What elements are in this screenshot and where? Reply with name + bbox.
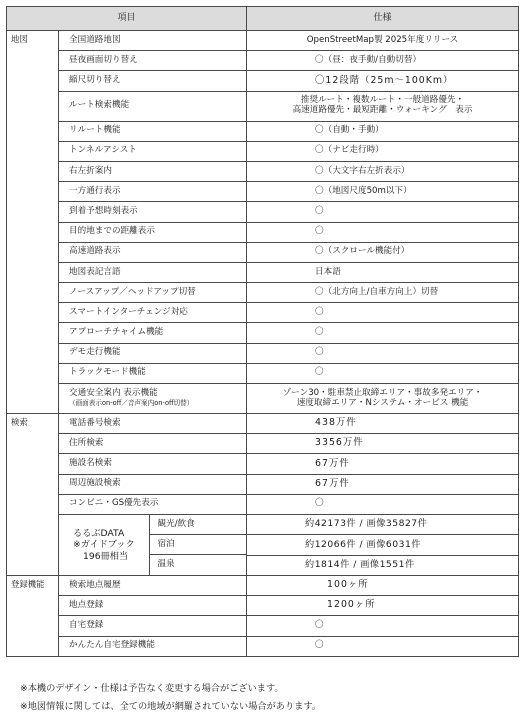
row-spec: 〇（昼：夜手動/自動切替） [247,51,519,71]
table-row [7,434,519,454]
table-row [7,202,519,222]
row-spec: 1200ヶ所 [247,596,519,616]
row-spec: 日本語 [247,262,519,282]
table-row [7,414,519,434]
header-item: 項目 [7,7,247,31]
table-row [7,636,519,656]
row-item: 到着予想時刻表示 [59,202,247,222]
spec-line-1: 推奨ルート・複数ルート・一般道路優先・ [300,95,465,106]
row-item: ルート検索機能 [59,91,247,121]
row-spec: 100ヶ所 [247,575,519,595]
row-item: 電話番号検索 [59,414,247,434]
row-item: 昼夜画面切り替え [59,51,247,71]
table-row [7,474,519,494]
row-spec: 〇（北方向上/自車方向上）切替 [247,283,519,303]
row-spec: 〇 [247,303,519,323]
row-spec: 約12066件 / 画像6031件 [247,535,519,555]
row-spec: 67万件 [247,454,519,474]
category-map: 地図 [7,31,59,414]
category-search: 検索 [7,414,59,576]
database-label [59,515,149,575]
row-item: スマートインターチェンジ対応 [59,303,247,323]
row-spec: 〇 [247,323,519,343]
table-row [7,31,519,51]
row-spec: 〇 [247,222,519,242]
database-cell [59,514,247,575]
row-item: デモ走行機能 [59,343,247,363]
category-register: 登録機能 [7,575,59,656]
table-row [7,91,519,121]
table-row [7,161,519,181]
row-item: コンビニ・GS優先表示 [59,494,247,514]
row-spec: 約1814件 / 画像1551件 [247,555,519,575]
row-spec: 〇 [247,202,519,222]
row-spec: 〇（地図尺度50m以下） [247,182,519,202]
table-row [7,303,519,323]
table-row [7,363,519,383]
row-spec: 67万件 [247,474,519,494]
row-spec: 〇（自動・手動） [247,121,519,141]
footnotes [20,680,321,716]
row-spec: OpenStreetMap製 2025年度リリース [247,31,519,51]
row-spec: 〇（大文字右左折表示） [247,161,519,181]
database-sub-onsen: 温泉 [157,559,175,570]
row-item: 右左折案内 [59,161,247,181]
spec-line-2: 高速道路優先・最短距離・ウォーキング 表示 [292,105,473,116]
table-row [7,514,519,534]
table-row [7,141,519,161]
table-row [7,283,519,303]
row-item: 施設名検索 [59,454,247,474]
table-row [7,616,519,636]
row-spec: 〇（スクロール機能付） [247,242,519,262]
database-sub-sightseeing: 観光/飲食 [149,515,247,535]
row-spec [247,384,519,414]
row-spec: 438万件 [247,414,519,434]
row-item: トラックモード機能 [59,363,247,383]
header-spec: 仕様 [247,7,519,31]
table-row [7,575,519,595]
table-row [7,71,519,91]
row-item: 目的地までの距離表示 [59,222,247,242]
row-spec: 〇12段階（25m〜100Km） [247,71,519,91]
footnote: ※地図情報に関しては、全ての地域が網羅されていない場合があります。 [20,701,321,712]
row-item: リルート機能 [59,121,247,141]
row-item: 検索地点履歴 [59,575,247,595]
table-row [7,182,519,202]
row-item: トンネルアシスト [59,141,247,161]
row-spec: 〇 [247,343,519,363]
row-item: 一方通行表示 [59,182,247,202]
row-item: 地点登録 [59,596,247,616]
row-spec: 〇（ナビ走行時） [247,141,519,161]
row-item: かんたん自宅登録機能 [59,636,247,656]
row-spec: 〇 [247,494,519,514]
table-row [7,343,519,363]
row-item-note: （画面表示on-off／音声案内on-off切替） [69,399,194,408]
row-spec: 〇 [247,616,519,636]
row-spec: 約42173件 / 画像35827件 [247,514,519,534]
table-row [7,596,519,616]
table-header-row [7,7,519,31]
row-item: 縮尺切り替え [59,71,247,91]
row-spec: 〇 [247,363,519,383]
database-label-line1: るるぶDATA [73,527,125,539]
database-sub-lodging: 宿泊 [149,535,247,555]
table-row [7,323,519,343]
table-row [7,242,519,262]
table-row [7,121,519,141]
row-item [59,384,247,414]
table-row [7,222,519,242]
spec-table [6,6,519,657]
database-subtable [59,515,247,575]
row-item: ノースアップ／ヘッドアップ切替 [59,283,247,303]
row-item: 周辺施設検索 [59,474,247,494]
row-item: 住所検索 [59,434,247,454]
spec-line-1: ゾーン30・駐車禁止取締エリア・事故多発エリア・ [282,387,483,398]
table-row [7,262,519,282]
table-row [7,51,519,71]
table-row [7,384,519,414]
database-label-line2: ※ガイドブック [73,539,135,551]
row-item: 高速道路表示 [59,242,247,262]
row-item: アプローチチャイム機能 [59,323,247,343]
table-row [7,454,519,474]
table-row [7,494,519,514]
row-spec: 〇 [247,636,519,656]
row-spec [247,91,519,121]
row-item: 全国道路地図 [59,31,247,51]
row-item: 地図表記言語 [59,262,247,282]
spec-line-2: 速度取締エリア・Nシステム・オービス 機能 [296,397,469,408]
footnote: ※本機のデザイン・仕様は予告なく変更する場合がございます。 [20,683,284,694]
row-item: 自宅登録 [59,616,247,636]
row-spec: 3356万件 [247,434,519,454]
row-item-label: 交通安全案内 表示機能 [69,388,158,399]
database-label-line3: 196冊相当 [83,550,129,562]
